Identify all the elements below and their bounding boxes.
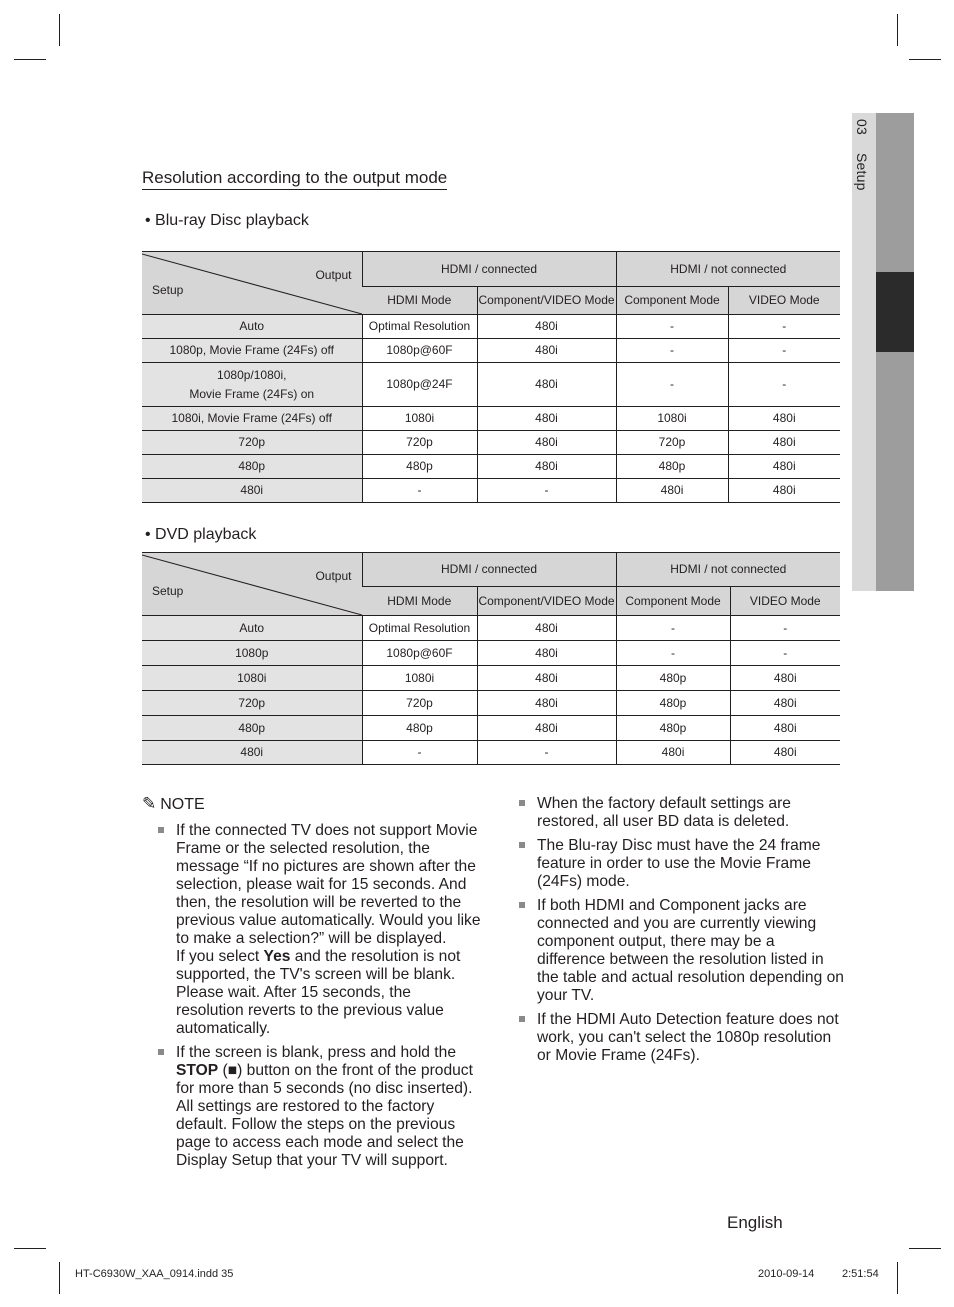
bluray-subhead: • Blu-ray Disc playback bbox=[145, 212, 309, 229]
row-setup: 720p bbox=[142, 431, 362, 455]
corner-output-label: Output bbox=[315, 569, 352, 583]
chapter-title: Setup bbox=[854, 153, 870, 191]
table-cell: - bbox=[728, 315, 840, 339]
chapter-number: 03 bbox=[854, 119, 870, 135]
table-row bbox=[142, 407, 840, 431]
table-cell: Optimal Resolution bbox=[362, 616, 477, 641]
section-heading: Resolution according to the output mode bbox=[142, 168, 447, 190]
table-cell: 1080i bbox=[362, 407, 477, 431]
footer-time: 2:51:54 bbox=[842, 1268, 879, 1280]
row-setup: 1080i bbox=[142, 666, 362, 691]
table-cell: - bbox=[362, 479, 477, 503]
table-cell: - bbox=[477, 479, 616, 503]
table-cell: - bbox=[616, 641, 730, 666]
table-corner-cell bbox=[142, 553, 362, 616]
table-header-row bbox=[142, 553, 840, 587]
table-cell: 480i bbox=[730, 691, 840, 716]
table-cell: 480i bbox=[477, 641, 616, 666]
table-cell: 480i bbox=[477, 407, 616, 431]
footer-date: 2010-09-14 bbox=[758, 1268, 815, 1280]
row-setup: 480p bbox=[142, 455, 362, 479]
note-left-list bbox=[156, 822, 482, 1176]
table-cell: Optimal Resolution bbox=[362, 315, 477, 339]
table-cell: 1080p@60F bbox=[362, 641, 477, 666]
chapter-indicator bbox=[876, 272, 914, 352]
page-language: English bbox=[727, 1213, 783, 1232]
table-corner-cell bbox=[142, 252, 362, 315]
table-cell: - bbox=[616, 363, 728, 407]
table-cell: 1080i bbox=[616, 407, 728, 431]
square-bullet-icon bbox=[158, 1049, 164, 1055]
table-cell: 480i bbox=[730, 741, 840, 765]
table-cell: 480i bbox=[477, 691, 616, 716]
row-setup-line: 1080p/1080i, bbox=[217, 367, 287, 382]
column-header: VIDEO Mode bbox=[730, 587, 840, 616]
table-cell: 480i bbox=[477, 616, 616, 641]
table-cell: 480i bbox=[477, 666, 616, 691]
chapter-label bbox=[854, 119, 870, 191]
note-item: If the screen is blank, press and hold the STOP (■) button on the front of the product for more than 5 seconds (no disc inserted). All settings are restored to the factory default. Follow the steps on the previous page to access each mode and select the Display Setup that your TV will support. bbox=[156, 1044, 482, 1170]
table-row bbox=[142, 691, 840, 716]
group-header: HDMI / not connected bbox=[616, 553, 840, 587]
footer-file: HT-C6930W_XAA_0914.indd 35 bbox=[75, 1268, 234, 1280]
group-header: HDMI / connected bbox=[362, 553, 616, 587]
table-cell: 480p bbox=[362, 716, 477, 741]
column-header: VIDEO Mode bbox=[728, 287, 840, 315]
table-cell: - bbox=[730, 616, 840, 641]
row-setup: 1080i, Movie Frame (24Fs) off bbox=[142, 407, 362, 431]
dvd-resolution-table bbox=[142, 552, 840, 765]
table-cell: 480i bbox=[477, 315, 616, 339]
note-right-list bbox=[517, 795, 847, 1071]
table-row bbox=[142, 641, 840, 666]
table-row bbox=[142, 666, 840, 691]
table-cell: - bbox=[362, 741, 477, 765]
table-cell: 480p bbox=[362, 455, 477, 479]
table-row bbox=[142, 431, 840, 455]
crop-mark bbox=[897, 1262, 898, 1294]
table-row bbox=[142, 616, 840, 641]
row-setup: Auto bbox=[142, 616, 362, 641]
table-cell: - bbox=[616, 339, 728, 363]
table-cell: 480i bbox=[477, 716, 616, 741]
column-header: Component/VIDEO Mode bbox=[477, 287, 616, 315]
table-cell: - bbox=[477, 741, 616, 765]
table-cell: 1080i bbox=[362, 666, 477, 691]
column-header: Component Mode bbox=[616, 587, 730, 616]
square-bullet-icon bbox=[519, 800, 525, 806]
note-item: The Blu-ray Disc must have the 24 frame feature in order to use the Movie Frame (24Fs) mode. bbox=[517, 837, 847, 891]
crop-mark bbox=[59, 14, 60, 46]
table-cell: 1080p@60F bbox=[362, 339, 477, 363]
row-setup: 720p bbox=[142, 691, 362, 716]
table-cell: 480i bbox=[730, 666, 840, 691]
dvd-subhead: • DVD playback bbox=[145, 526, 257, 543]
group-header: HDMI / connected bbox=[362, 252, 616, 287]
row-setup: 1080p, Movie Frame (24Fs) off bbox=[142, 339, 362, 363]
row-setup bbox=[142, 363, 362, 407]
table-cell: 480i bbox=[477, 431, 616, 455]
row-setup-line: Movie Frame (24Fs) on bbox=[189, 386, 315, 401]
row-setup: 480p bbox=[142, 716, 362, 741]
column-header: Component Mode bbox=[616, 287, 728, 315]
note-heading bbox=[142, 794, 205, 814]
group-header: HDMI / not connected bbox=[616, 252, 840, 287]
table-cell: 480i bbox=[728, 431, 840, 455]
square-bullet-icon bbox=[158, 827, 164, 833]
table-cell: - bbox=[728, 363, 840, 407]
crop-mark bbox=[14, 1248, 46, 1249]
crop-mark bbox=[909, 59, 941, 60]
table-cell: - bbox=[616, 616, 730, 641]
note-item: If the HDMI Auto Detection feature does not work, you can't select the 1080p resolution or Movie Frame (24Fs). bbox=[517, 1011, 847, 1065]
note-item: If the connected TV does not support Movie Frame or the selected resolution, the message “If no pictures are shown after the selection, please wait for 15 seconds. And then, the resolution will be reverted to the previous value automatically. Would you like to make a selection?” will be displayed. If you select Yes and the resolution is not supported, the TV's screen will be blank. Please wait. After 15 seconds, the resolution reverts to the previous value automatically. bbox=[156, 822, 482, 1038]
square-bullet-icon bbox=[519, 1016, 525, 1022]
table-row bbox=[142, 479, 840, 503]
column-header: Component/VIDEO Mode bbox=[477, 587, 616, 616]
table-cell: 480p bbox=[616, 455, 728, 479]
table-cell: 480i bbox=[616, 741, 730, 765]
table-cell: 720p bbox=[616, 431, 728, 455]
table-cell: - bbox=[728, 339, 840, 363]
table-cell: 480i bbox=[728, 455, 840, 479]
row-setup: Auto bbox=[142, 315, 362, 339]
stop-icon: ■ bbox=[227, 1062, 238, 1079]
note-title: NOTE bbox=[160, 796, 205, 813]
column-header: HDMI Mode bbox=[362, 287, 477, 315]
pencil-icon: ✎ bbox=[142, 794, 157, 813]
table-row bbox=[142, 455, 840, 479]
crop-mark bbox=[14, 59, 46, 60]
table-cell: 480i bbox=[477, 363, 616, 407]
table-cell: 480i bbox=[616, 479, 728, 503]
square-bullet-icon bbox=[519, 842, 525, 848]
table-cell: 720p bbox=[362, 691, 477, 716]
table-row bbox=[142, 716, 840, 741]
table-row bbox=[142, 315, 840, 339]
square-bullet-icon bbox=[519, 902, 525, 908]
table-cell: 480i bbox=[477, 455, 616, 479]
table-cell: 1080p@24F bbox=[362, 363, 477, 407]
table-cell: 480p bbox=[616, 666, 730, 691]
table-row bbox=[142, 339, 840, 363]
table-cell: 480p bbox=[616, 716, 730, 741]
note-item: When the factory default settings are restored, all user BD data is deleted. bbox=[517, 795, 847, 831]
table-row bbox=[142, 363, 840, 407]
table-cell: 480i bbox=[730, 716, 840, 741]
corner-setup-label: Setup bbox=[152, 584, 184, 598]
table-cell: 480i bbox=[728, 479, 840, 503]
corner-setup-label: Setup bbox=[152, 283, 184, 297]
table-cell: - bbox=[730, 641, 840, 666]
table-cell: 480p bbox=[616, 691, 730, 716]
table-cell: 480i bbox=[477, 339, 616, 363]
column-header: HDMI Mode bbox=[362, 587, 477, 616]
crop-mark bbox=[909, 1248, 941, 1249]
table-cell: - bbox=[616, 315, 728, 339]
row-setup: 1080p bbox=[142, 641, 362, 666]
table-header-row bbox=[142, 252, 840, 287]
row-setup: 480i bbox=[142, 479, 362, 503]
note-item: If both HDMI and Component jacks are connected and you are currently viewing component output, there may be a difference between the resolution listed in the table and actual resolution depending on your TV. bbox=[517, 897, 847, 1005]
crop-mark bbox=[897, 14, 898, 46]
table-cell: 720p bbox=[362, 431, 477, 455]
chapter-side-tab bbox=[852, 113, 914, 591]
corner-output-label: Output bbox=[315, 268, 352, 282]
table-cell: 480i bbox=[728, 407, 840, 431]
bluray-resolution-table bbox=[142, 251, 840, 503]
row-setup: 480i bbox=[142, 741, 362, 765]
table-row bbox=[142, 741, 840, 765]
crop-mark bbox=[59, 1262, 60, 1294]
